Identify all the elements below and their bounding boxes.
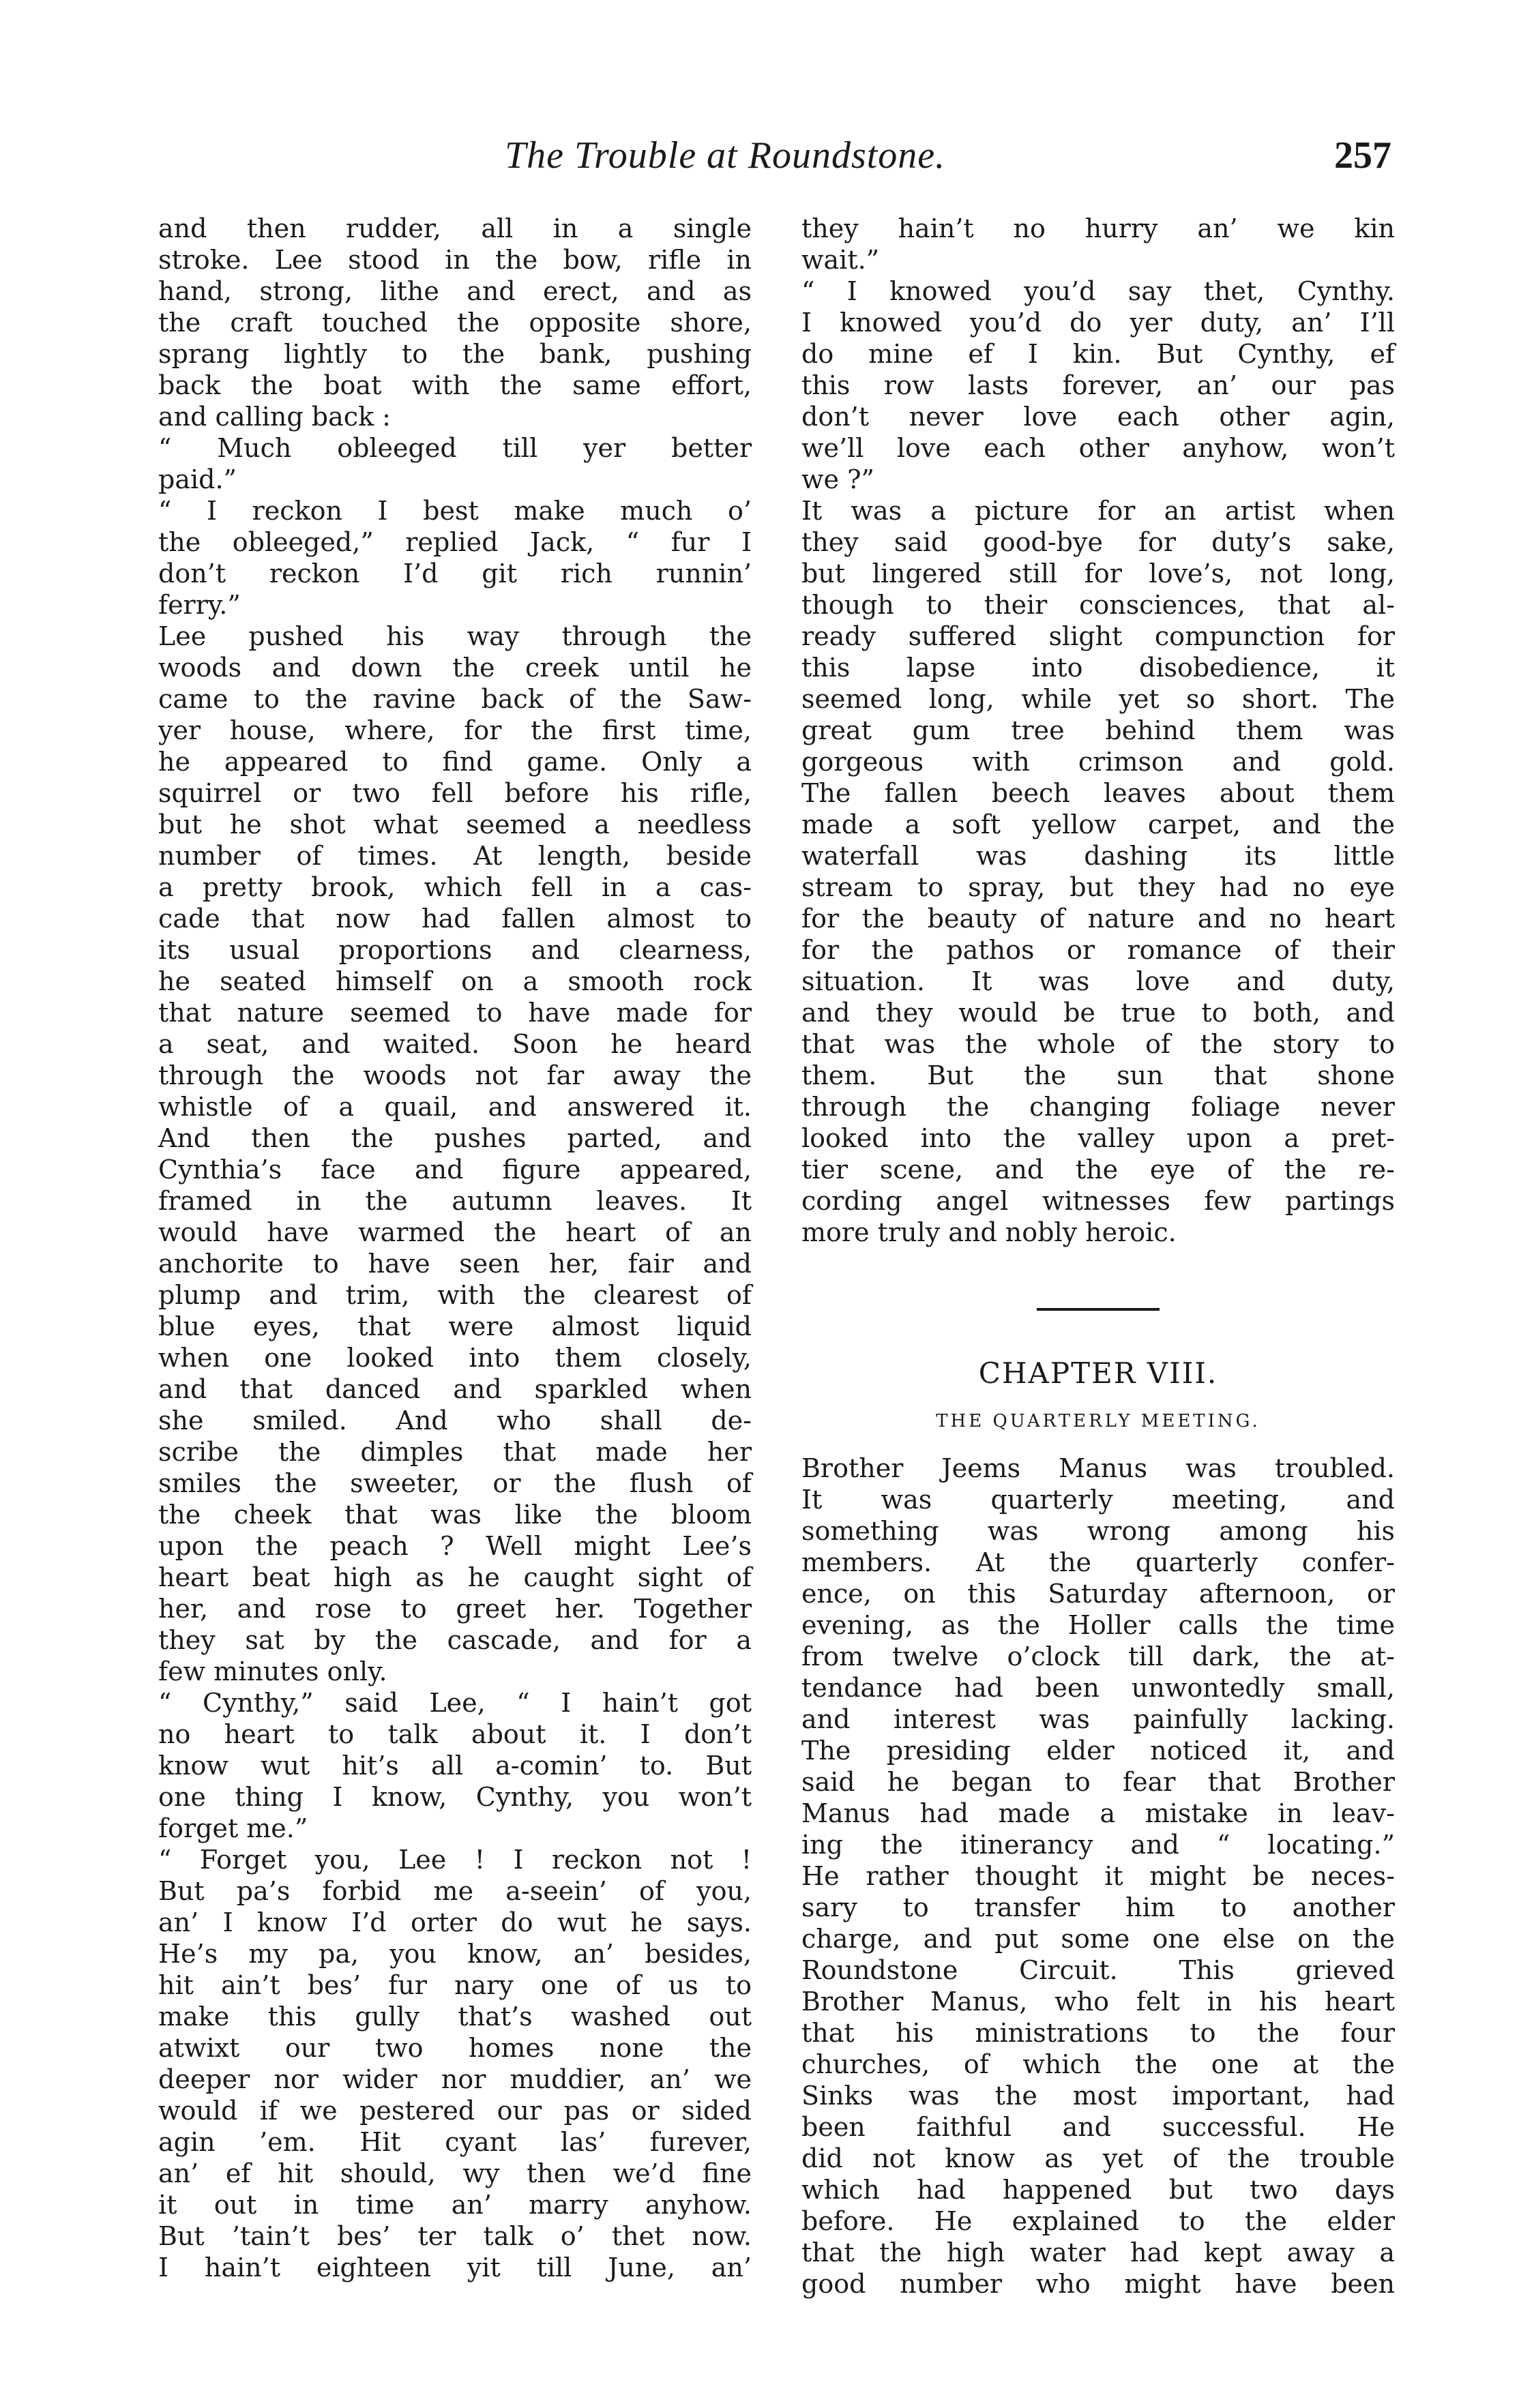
- text-line: He rather thought it might be neces-: [801, 1861, 1395, 1891]
- text-line: The presiding elder noticed it, and: [801, 1736, 1395, 1766]
- text-line: don’t reckon I’d git rich runnin’: [158, 559, 752, 589]
- text-line: whistle of a quail, and answered it.: [158, 1092, 752, 1122]
- text-line: for the beauty of nature and no heart: [801, 904, 1395, 934]
- page-number: 257: [1334, 134, 1391, 177]
- text-line: been faithful and successful. He: [801, 2112, 1395, 2142]
- text-line: and they would be true to both, and: [801, 998, 1395, 1028]
- text-line: an’ ef hit should, wy then we’d fine: [158, 2158, 752, 2188]
- text-line: through the woods not far away the: [158, 1060, 752, 1090]
- text-line: ferry.”: [158, 590, 241, 620]
- text-line: churches, of which the one at the: [801, 2049, 1395, 2079]
- text-line: when one looked into them closely,: [158, 1343, 752, 1373]
- text-line: that his ministrations to the four: [801, 2018, 1395, 2048]
- text-line: the obleeged,” replied Jack, “ fur I: [158, 527, 752, 557]
- text-line: we ?”: [801, 464, 874, 494]
- text-line: “ Much obleeged till yer better: [158, 433, 752, 463]
- text-line: cade that now had fallen almost to: [158, 904, 752, 934]
- left-column: [158, 213, 752, 2283]
- text-line: looked into the valley upon a pret-: [801, 1123, 1395, 1153]
- chapter-subtitle: THE QUARTERLY MEETING.: [936, 1411, 1260, 1431]
- text-line: waterfall was dashing its little: [801, 841, 1395, 871]
- right-column-text-before-chapter: [801, 213, 1395, 1248]
- text-line: before. He explained to the elder: [801, 2206, 1395, 2236]
- text-line: Sinks was the most important, had: [801, 2081, 1395, 2111]
- text-line: them. But the sun that shone: [801, 1060, 1395, 1090]
- text-line: blue eyes, that were almost liquid: [158, 1311, 752, 1341]
- text-line: ence, on this Saturday afternoon, or: [801, 1579, 1395, 1609]
- text-line: Lee pushed his way through the: [158, 621, 752, 651]
- text-line: which had happened but two days: [801, 2175, 1395, 2205]
- text-line: the craft touched the opposite shore,: [158, 308, 752, 338]
- text-line: though to their consciences, that al-: [801, 590, 1395, 620]
- text-line: But pa’s forbid me a-seein’ of you,: [158, 1876, 752, 1906]
- text-line: situation. It was love and duty,: [801, 966, 1395, 996]
- text-line: that the high water had kept away a: [801, 2238, 1395, 2268]
- text-line: do mine ef I kin. But Cynthy, ef: [801, 339, 1395, 369]
- text-line: framed in the autumn leaves. It: [158, 1186, 752, 1216]
- text-line: gorgeous with crimson and gold.: [801, 747, 1395, 777]
- section-divider: [1037, 1308, 1160, 1311]
- text-line: upon the peach ? Well might Lee’s: [158, 1531, 752, 1561]
- text-line: “ I knowed you’d say thet, Cynthy.: [801, 276, 1395, 306]
- text-line: anchorite to have seen her, fair and: [158, 1249, 752, 1279]
- text-line: made a soft yellow carpet, and the: [801, 809, 1395, 839]
- text-line: more truly and nobly heroic.: [801, 1217, 1177, 1247]
- text-line: woods and down the creek until he: [158, 653, 752, 683]
- text-line: one thing I know, Cynthy, you won’t: [158, 1782, 752, 1812]
- text-line: great gum tree behind them was: [801, 715, 1395, 745]
- text-line: The fallen beech leaves about them: [801, 778, 1395, 808]
- text-line: its usual proportions and clearness,: [158, 935, 752, 965]
- page-header: [505, 134, 1391, 188]
- text-line: charge, and put some one else on the: [801, 1924, 1395, 1954]
- text-line: the cheek that was like the bloom: [158, 1500, 752, 1530]
- text-line: she smiled. And who shall de-: [158, 1406, 752, 1436]
- text-line: few minutes only.: [158, 1656, 387, 1686]
- text-line: her, and rose to greet her. Together: [158, 1594, 752, 1624]
- text-line: would have warmed the heart of an: [158, 1217, 752, 1247]
- text-line: “ I reckon I best make much o’: [158, 496, 752, 526]
- text-line: ready suffered slight compunction for: [801, 621, 1395, 651]
- text-line: we’ll love each other anyhow, won’t: [801, 433, 1395, 463]
- text-line: don’t never love each other agin,: [801, 402, 1395, 432]
- text-line: something was wrong among his: [801, 1516, 1395, 1546]
- text-line: this lapse into disobedience, it: [801, 653, 1395, 683]
- text-line: “ Forget you, Lee ! I reckon not !: [158, 1845, 752, 1875]
- right-column-text-after-chapter: [801, 1453, 1395, 2300]
- text-line: that nature seemed to have made for: [158, 998, 752, 1028]
- text-line: it out in time an’ marry anyhow.: [158, 2190, 752, 2220]
- text-line: And then the pushes parted, and: [158, 1123, 752, 1153]
- text-line: Manus had made a mistake in leav-: [801, 1798, 1395, 1828]
- text-line: number of times. At length, beside: [158, 841, 752, 871]
- text-line: a seat, and waited. Soon he heard: [158, 1029, 752, 1059]
- text-line: Brother Jeems Manus was troubled.: [801, 1453, 1395, 1483]
- text-line: came to the ravine back of the Saw-: [158, 684, 752, 714]
- text-line: But ’tain’t bes’ ter talk o’ thet now.: [158, 2221, 752, 2251]
- text-line: said he began to fear that Brother: [801, 1767, 1395, 1797]
- text-line: a pretty brook, which fell in a cas-: [158, 872, 752, 902]
- text-line: make this gully that’s washed out: [158, 2002, 752, 2032]
- text-line: yer house, where, for the first time,: [158, 715, 752, 745]
- text-line: smiles the sweeter, or the flush of: [158, 1468, 752, 1498]
- right-column: [801, 213, 1395, 2300]
- running-title: The Trouble at Roundstone.: [505, 134, 946, 177]
- text-line: for the pathos or romance of their: [801, 935, 1395, 965]
- text-line: through the changing foliage never: [801, 1092, 1395, 1122]
- text-line: Cynthia’s face and figure appeared,: [158, 1155, 752, 1185]
- text-line: no heart to talk about it. I don’t: [158, 1719, 752, 1749]
- text-line: they hain’t no hurry an’ we kin: [801, 213, 1395, 243]
- text-line: ing the itinerancy and “ locating.”: [801, 1830, 1395, 1860]
- text-line: paid.”: [158, 464, 237, 494]
- text-line: this row lasts forever, an’ our pas: [801, 370, 1395, 400]
- text-line: did not know as yet of the trouble: [801, 2143, 1395, 2173]
- text-line: sprang lightly to the bank, pushing: [158, 339, 752, 369]
- text-line: hand, strong, lithe and erect, and as: [158, 276, 752, 306]
- text-line: evening, as the Holler calls the time: [801, 1610, 1395, 1640]
- text-line: they sat by the cascade, and for a: [158, 1625, 752, 1655]
- text-line: squirrel or two fell before his rifle,: [158, 778, 752, 808]
- text-line: I hain’t eighteen yit till June, an’: [158, 2253, 752, 2283]
- text-line: from twelve o’clock till dark, the at-: [801, 1641, 1395, 1671]
- text-line: stroke. Lee stood in the bow, rifle in: [158, 245, 752, 275]
- text-line: good number who might have been: [801, 2269, 1395, 2299]
- text-line: tendance had been unwontedly small,: [801, 1673, 1395, 1703]
- text-line: members. At the quarterly confer-: [801, 1547, 1395, 1577]
- text-line: cording angel witnesses few partings: [801, 1186, 1395, 1216]
- text-line: Roundstone Circuit. This grieved: [801, 1955, 1395, 1985]
- text-line: and interest was painfully lacking.: [801, 1704, 1395, 1734]
- text-line: they said good-bye for duty’s sake,: [801, 527, 1395, 557]
- chapter-heading: CHAPTER VIII.: [978, 1356, 1218, 1390]
- text-line: he appeared to find game. Only a: [158, 747, 752, 777]
- text-line: stream to spray, but they had no eye: [801, 872, 1395, 902]
- text-line: I knowed you’d do yer duty, an’ I’ll: [801, 308, 1395, 338]
- text-line: tier scene, and the eye of the re-: [801, 1155, 1395, 1185]
- text-line: Brother Manus, who felt in his heart: [801, 1987, 1395, 2017]
- text-line: an’ I know I’d orter do wut he says.: [158, 1907, 752, 1937]
- text-line: agin ’em. Hit cyant las’ furever,: [158, 2127, 752, 2157]
- text-line: back the boat with the same effort,: [158, 370, 752, 400]
- text-line: but he shot what seemed a needless: [158, 809, 752, 839]
- text-line: heart beat high as he caught sight of: [158, 1562, 752, 1592]
- text-line: deeper nor wider nor muddier, an’ we: [158, 2064, 752, 2094]
- text-line: It was a picture for an artist when: [801, 496, 1395, 526]
- text-line: scribe the dimples that made her: [158, 1437, 752, 1467]
- text-line: forget me.”: [158, 1813, 308, 1843]
- text-line: “ Cynthy,” said Lee, “ I hain’t got: [158, 1688, 752, 1718]
- text-line: and calling back :: [158, 402, 391, 432]
- text-line: wait.”: [801, 245, 880, 275]
- text-line: and that danced and sparkled when: [158, 1374, 752, 1404]
- text-line: and then rudder, all in a single: [158, 213, 752, 243]
- text-line: atwixt our two homes none the: [158, 2033, 752, 2063]
- text-line: know wut hit’s all a-comin’ to. But: [158, 1751, 752, 1781]
- text-line: would if we pestered our pas or sided: [158, 2096, 752, 2126]
- text-line: sary to transfer him to another: [801, 1892, 1395, 1922]
- text-line: but lingered still for love’s, not long,: [801, 559, 1395, 589]
- text-line: seemed long, while yet so short. The: [801, 684, 1395, 714]
- text-line: he seated himself on a smooth rock: [158, 966, 752, 996]
- text-line: He’s my pa, you know, an’ besides,: [158, 1939, 752, 1969]
- text-line: hit ain’t bes’ fur nary one of us to: [158, 1970, 752, 2000]
- text-line: It was quarterly meeting, and: [801, 1485, 1395, 1515]
- text-line: that was the whole of the story to: [801, 1029, 1395, 1059]
- text-line: plump and trim, with the clearest of: [158, 1280, 752, 1310]
